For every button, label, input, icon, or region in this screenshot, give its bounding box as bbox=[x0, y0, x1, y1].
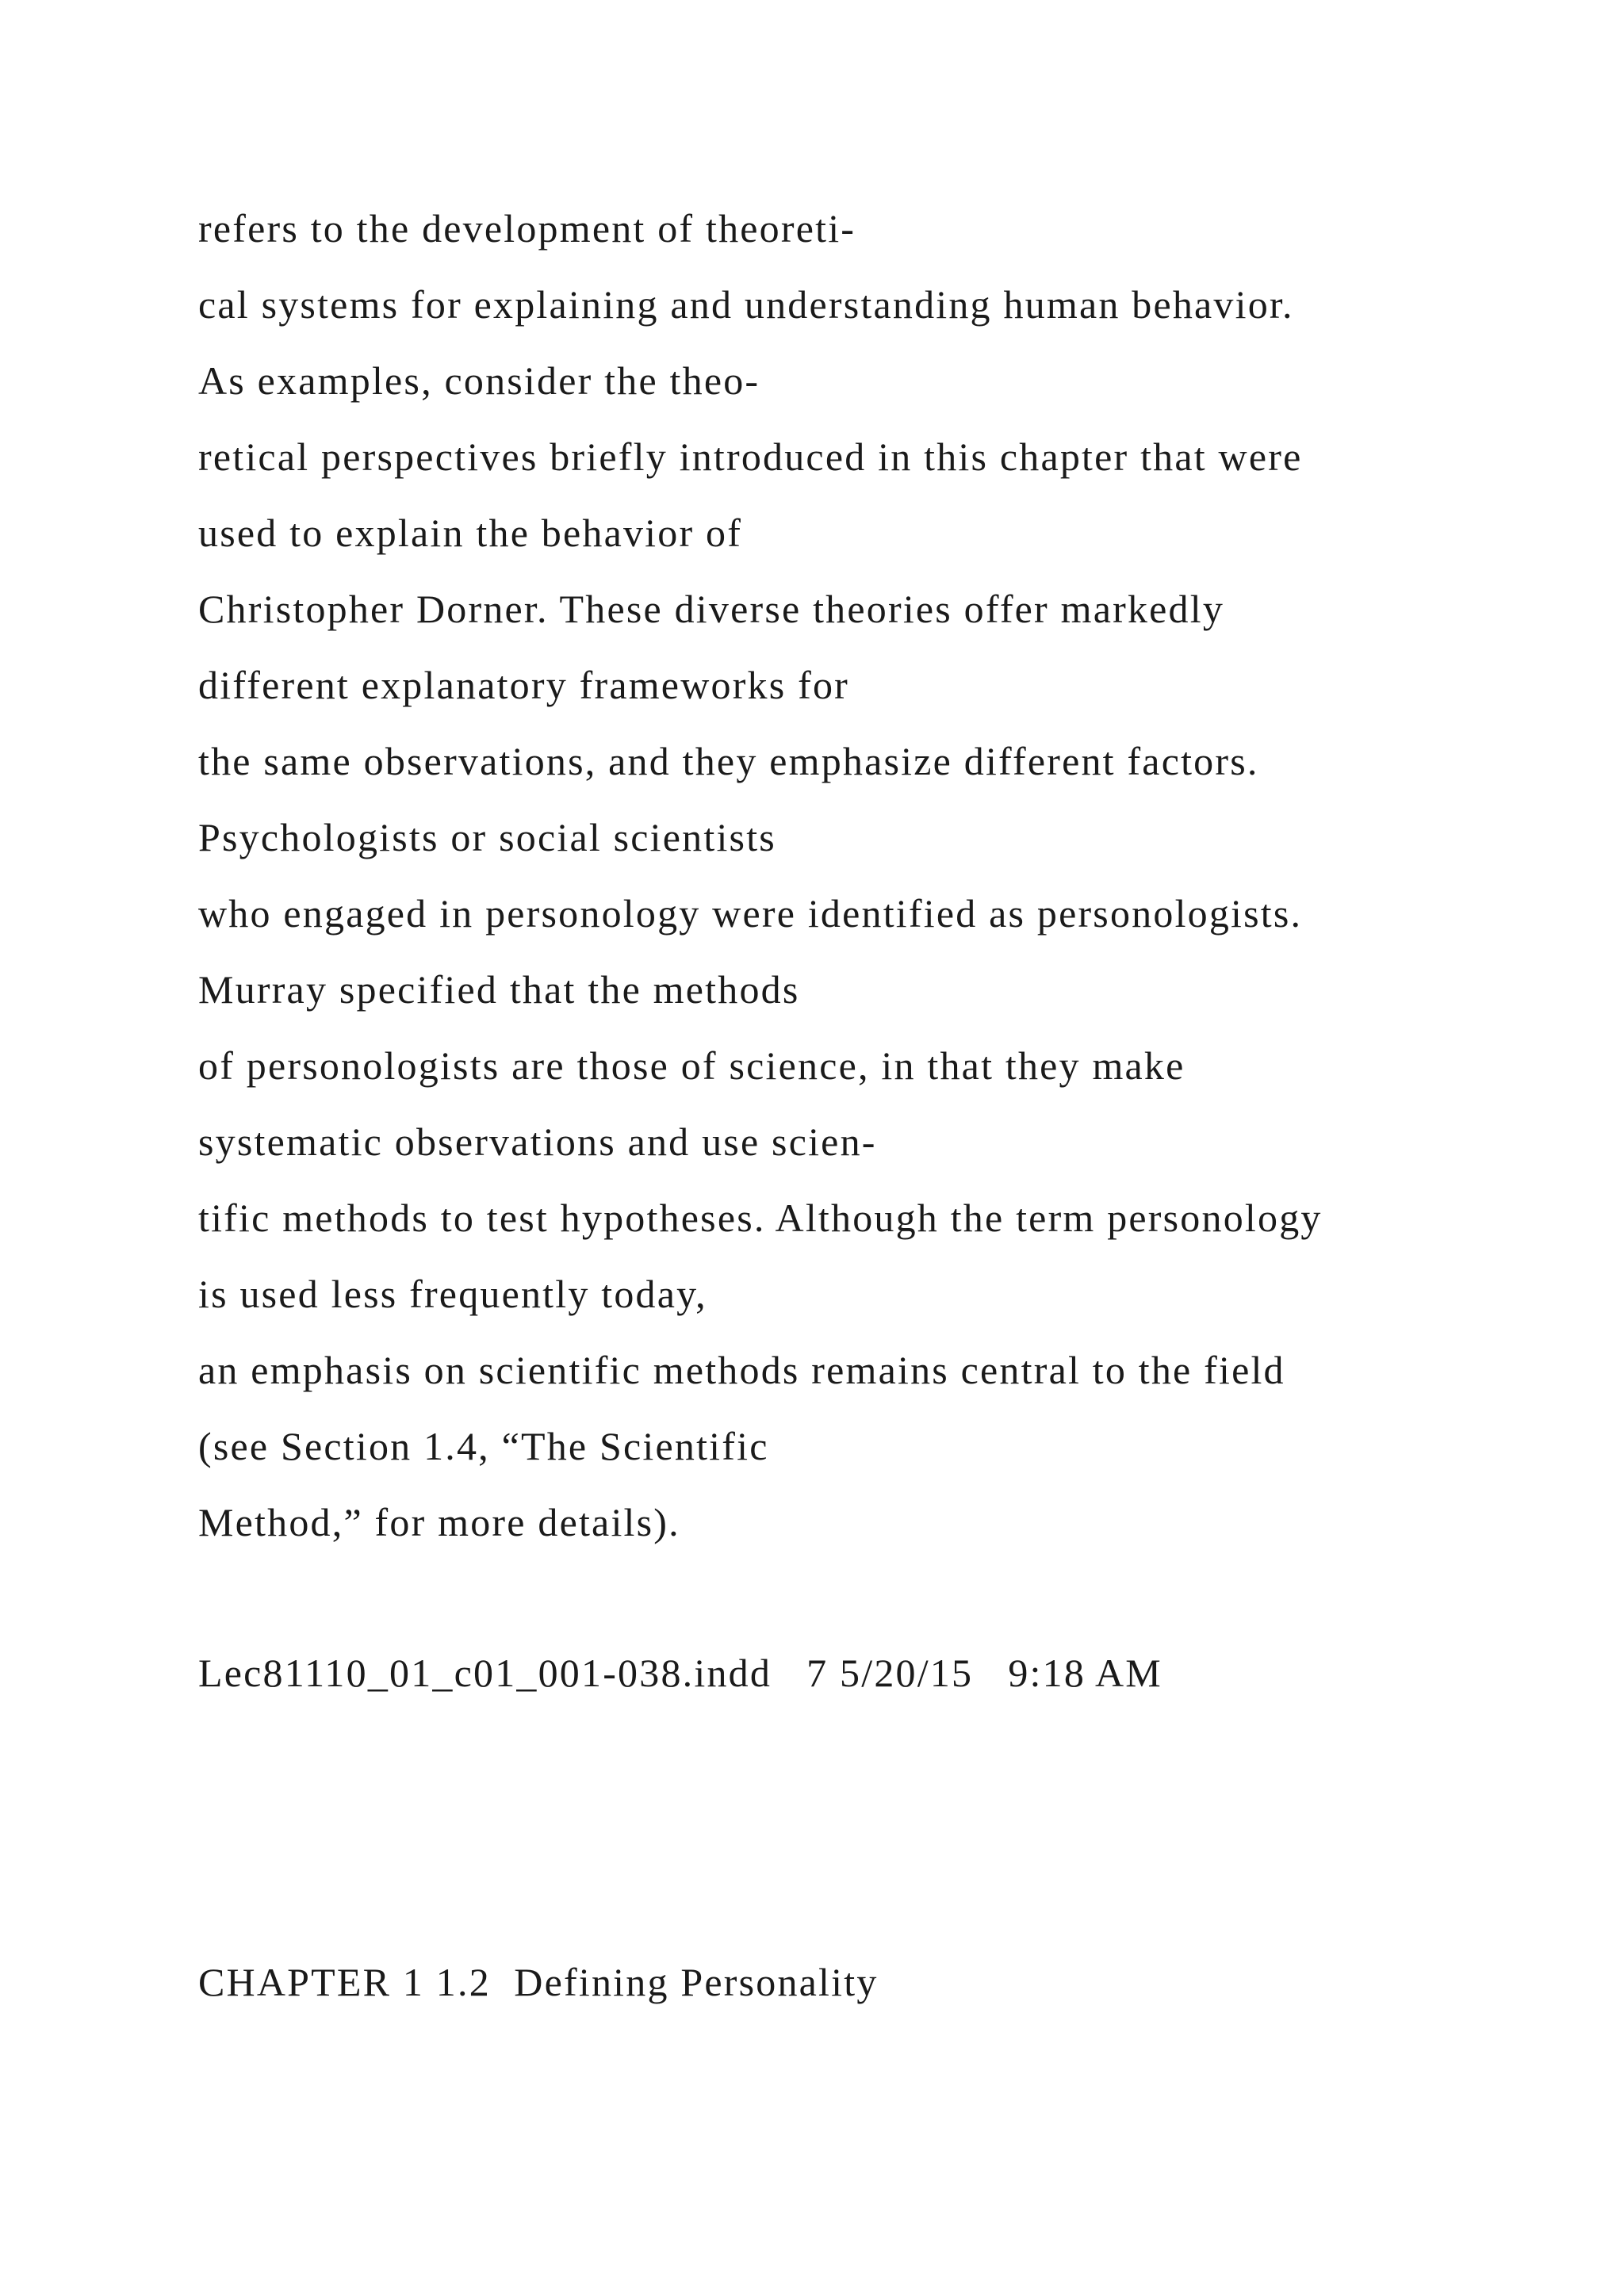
body-line: used to explain the behavior of bbox=[198, 511, 743, 555]
body-line: refers to the development of theoreti- bbox=[198, 206, 856, 251]
body-text bbox=[198, 190, 1546, 1560]
body-line: tific methods to test hypotheses. Although the term personology bbox=[198, 1196, 1323, 1240]
body-line: As examples, consider the theo- bbox=[198, 358, 760, 403]
body-line: Method,” for more details). bbox=[198, 1500, 680, 1544]
indd-file-slug: Lec81110_01_c01_001-038.indd 7 5/20/15 9:18 AM bbox=[198, 1651, 1162, 1695]
body-line: retical perspectives briefly introduced in this chapter that were bbox=[198, 434, 1303, 479]
body-line: an emphasis on scientific methods remains central to the field bbox=[198, 1348, 1285, 1392]
chapter-running-head: CHAPTER 1 1.2 Defining Personality bbox=[198, 1960, 879, 2004]
body-line: who engaged in personology were identified as personologists. bbox=[198, 891, 1303, 936]
body-line: Psychologists or social scientists bbox=[198, 815, 776, 859]
body-line: (see Section 1.4, “The Scientific bbox=[198, 1424, 769, 1468]
body-line: Christopher Dorner. These diverse theories offer markedly bbox=[198, 587, 1225, 631]
body-line: different explanatory frameworks for bbox=[198, 663, 850, 707]
body-line: systematic observations and use scien- bbox=[198, 1119, 877, 1164]
body-line: cal systems for explaining and understanding human behavior. bbox=[198, 282, 1294, 327]
body-line: is used less frequently today, bbox=[198, 1272, 707, 1316]
body-line: the same observations, and they emphasize different factors. bbox=[198, 739, 1259, 783]
body-line: of personologists are those of science, in that they make bbox=[198, 1043, 1185, 1088]
body-line: Murray specified that the methods bbox=[198, 967, 800, 1012]
